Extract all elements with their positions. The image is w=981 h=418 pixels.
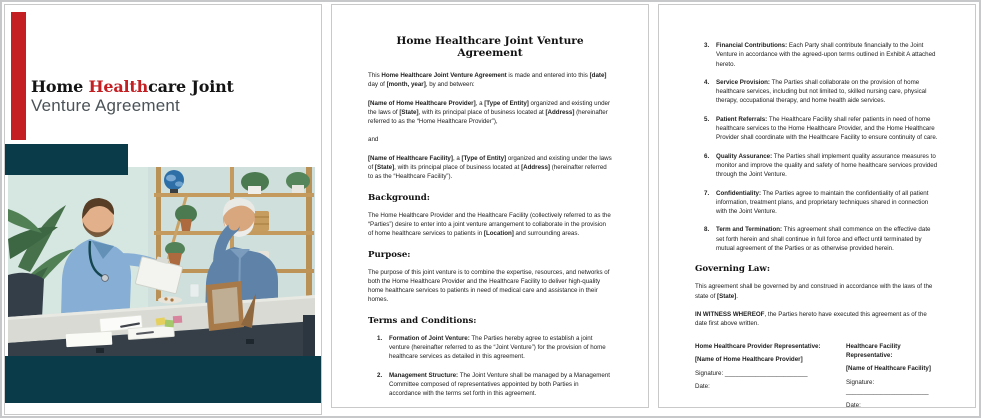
term-body: The Parties agree to maintain the confidentiality of all patient information, treatment plans, and proprietary techniques shared in connection with the Joint Venture. <box>716 189 929 216</box>
term-body: Each Party shall contribute financially to the Joint Venture in accordance with the agreed-upon terms outlined in Exhibit A attached hereto. <box>716 42 936 68</box>
term-lead: Management Structure: <box>389 371 459 379</box>
term-item-8 <box>695 225 939 253</box>
term-body: The Joint Venture shall be managed by a Management Committee composed of representatives appointed by both Parties in accordance with the terms set forth in this agreement. <box>389 371 611 398</box>
term-number: 6. <box>704 152 710 160</box>
purpose-heading: Purpose: <box>368 249 411 260</box>
page1-body <box>332 5 648 399</box>
provider-date-label: Date: <box>695 382 710 390</box>
provider-signature-column <box>695 342 846 408</box>
background-heading: Background: <box>368 192 430 203</box>
term-item-4 <box>695 78 939 106</box>
term-number: 7. <box>704 189 710 197</box>
term-text <box>716 225 939 253</box>
document-title: Home Healthcare Joint Venture Agreement <box>396 35 584 59</box>
and-connector: and <box>368 136 379 144</box>
cover-title-part-red: Health <box>88 77 149 96</box>
term-body: The Healthcare Facility shall refer patients in need of home healthcare services to the Home Healthcare Provider, and the Home Healthcare Provider shall coordinate with the Healthcare Facility to ensure continuity of care. <box>716 115 938 142</box>
witness-paragraph: IN WITNESS WHEREOF, the Parties hereto have executed this agreement as of the date first above written. <box>695 310 927 328</box>
term-number: 5. <box>704 115 710 123</box>
teal-accent-block <box>5 144 128 175</box>
term-body: This agreement shall commence on the effective date set forth herein and shall continue in full force and effect until terminated by mutual agreement of the Parties or as otherwise provided herein. <box>716 226 931 253</box>
term-number: 1. <box>377 334 383 342</box>
term-item-6 <box>695 152 939 180</box>
term-body: The Parties shall implement quality assurance measures to monitor and improve the quality and safety of home healthcare services provided through the Joint Venture. <box>716 152 938 179</box>
document-page-cover[interactable] <box>4 4 322 415</box>
provider-signature-line: Signature: ________________________ <box>695 369 808 377</box>
governing-law-heading: Governing Law: <box>695 264 771 275</box>
facility-date-label: Date: <box>846 401 861 408</box>
term-lead: Service Provision: <box>716 78 770 86</box>
background-paragraph: The Home Healthcare Provider and the Healthcare Facility (collectively referred to as the “Parties”) desire to enter into a joint venture arrangement to collaborate in the provision of home healthcare services to patients in [Location] and surrounding areas. <box>368 211 611 238</box>
page2-body <box>659 5 975 408</box>
term-text <box>389 334 612 362</box>
term-item-2 <box>368 371 612 399</box>
signature-block <box>695 342 939 408</box>
cover-photo <box>8 167 315 357</box>
term-body: The Parties hereby agree to establish a joint venture (hereinafter referred to as the “Joint Venture”) for the provision of home healthcare services as detailed in this agreement. <box>389 334 606 361</box>
term-lead: Confidentiality: <box>716 189 762 197</box>
term-lead: Financial Contributions: <box>716 42 788 49</box>
document-page-1[interactable] <box>331 4 649 408</box>
intro-paragraph: This Home Healthcare Joint Venture Agreement is made and entered into this [date] day of [month, year], by and between: <box>368 72 607 89</box>
term-text <box>716 115 939 143</box>
term-item-7 <box>695 189 939 217</box>
term-text <box>716 152 939 180</box>
term-number: 2. <box>377 371 383 379</box>
red-accent-bar <box>11 12 26 140</box>
facility-signature-column <box>846 342 939 408</box>
teal-footer-band <box>5 356 322 403</box>
cover-subtitle: Venture Agreement <box>31 96 180 115</box>
party2-paragraph: [Name of Healthcare Facility], a [Type of Entity] organized and existing under the laws of [State], with its principal place of business located at [Address] (hereinafter referred to as the “Healthcare Facility”). <box>368 154 612 181</box>
term-text <box>716 78 939 106</box>
facility-signature-line: Signature: ________________________ <box>846 378 929 396</box>
provider-name-placeholder: [Name of Home Healthcare Provider] <box>695 356 803 364</box>
term-number: 8. <box>704 226 710 234</box>
cover-title-part2: care Joint <box>148 77 234 96</box>
cover-title <box>31 77 234 116</box>
patient-chair <box>303 315 315 357</box>
term-body: The Parties shall collaborate on the provision of home healthcare services, including but not limited to, skilled nursing care, physical therapy, occupational therapy, and home health aide services. <box>716 78 927 105</box>
term-number: 3. <box>704 42 710 49</box>
party1-paragraph: [Name of Home Healthcare Provider], a [Type of Entity] organized and existing under the laws of [State], with its principal place of business located at [Address] (hereinafter referred to as the “Home Healthcare Provider”), <box>368 99 611 126</box>
provider-role-label: Home Healthcare Provider Representative: <box>695 342 821 350</box>
term-lead: Quality Assurance: <box>716 152 773 160</box>
cover-title-line1 <box>31 77 234 96</box>
terms-heading: Terms and Conditions: <box>368 315 477 326</box>
facility-name-placeholder: [Name of Healthcare Facility] <box>846 365 931 373</box>
purpose-paragraph: The purpose of this joint venture is to combine the expertise, resources, and networks of both the Home Healthcare Provider and the Healthcare Facility to deliver high-quality home healthcare services to patients in need of medical care and assistance in their homes. <box>368 268 610 304</box>
term-lead: Patient Referrals: <box>716 115 768 123</box>
term-number: 4. <box>704 78 710 86</box>
term-text <box>716 189 939 217</box>
document-page-2[interactable] <box>658 4 976 408</box>
term-item-3 <box>695 41 939 69</box>
term-lead: Term and Termination: <box>716 226 783 234</box>
term-text <box>716 41 939 69</box>
term-item-5 <box>695 115 939 143</box>
facility-role-label: Healthcare Facility Representative: <box>846 342 901 359</box>
governing-law-paragraph: This agreement shall be governed by and construed in accordance with the laws of the state of [State]. <box>695 283 933 300</box>
term-lead: Formation of Joint Venture: <box>389 334 470 342</box>
term-item-1 <box>368 334 612 362</box>
cover-title-part1: Home <box>31 77 89 96</box>
term-text <box>389 371 612 399</box>
